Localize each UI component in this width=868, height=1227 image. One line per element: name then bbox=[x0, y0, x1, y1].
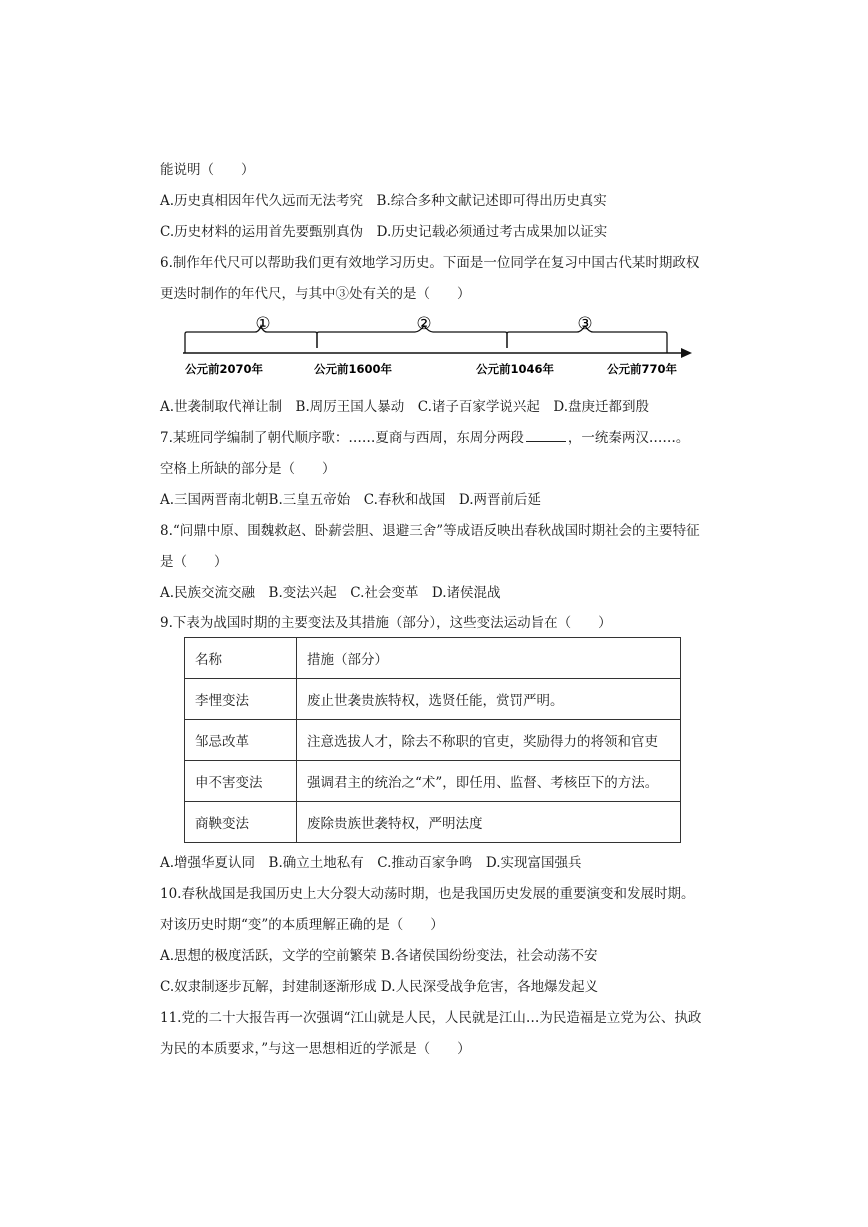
q7-options: A.三国两晋南北朝B.三皇五帝始 C.春秋和战国 D.两晋前后延 bbox=[160, 492, 542, 508]
timeline-date-2: 公元前1600年 bbox=[314, 362, 393, 376]
q7-blank bbox=[526, 429, 566, 442]
table-header-row bbox=[185, 638, 681, 679]
table-cell-measure: 强调君主的统治之“术”，即任用、监督、考核臣下的方法。 bbox=[297, 761, 681, 802]
q6-options: A.世袭制取代禅让制 B.周厉王国人暴动 C.诸子百家学说兴起 D.盘庚迁都到殷 bbox=[160, 399, 650, 415]
q10-option-ab: A.思想的极度活跃，文学的空前繁荣 B.各诸侯国纷纷变法，社会动荡不安 bbox=[160, 948, 598, 964]
q8-options: A.民族交流交融 B.变法兴起 C.社会变革 D.诸侯混战 bbox=[160, 585, 501, 601]
table-cell-name: 邹忌改革 bbox=[185, 720, 297, 761]
q7-stem-after: ，一统秦两汉……。 bbox=[567, 430, 690, 446]
q10-option-cd: C.奴隶制逐步瓦解，封建制逐渐形成 D.人民深受战争危害，各地爆发起义 bbox=[160, 979, 599, 995]
q7-stem-before: 7.某班同学编制了朝代顺序歌：……夏商与西周，东周分两段 bbox=[160, 430, 524, 446]
table-row bbox=[185, 802, 681, 843]
table-header-name: 名称 bbox=[185, 638, 297, 679]
table-row bbox=[185, 761, 681, 802]
timeline-arrow bbox=[681, 348, 692, 358]
q5-option-ab: A.历史真相因年代久远而无法考究 B.综合多种文献记述即可得出历史真实 bbox=[160, 193, 607, 209]
q5-stem-tail: 能说明（ ） bbox=[160, 162, 255, 178]
q10-stem-line-1: 10.春秋战国是我国历史上大分裂大动荡时期，也是我国历史发展的重要演变和发展时期。 bbox=[160, 886, 695, 902]
table-header-measures: 措施（部分） bbox=[297, 638, 681, 679]
table-row bbox=[185, 720, 681, 761]
q6-stem-line-2: 更迭时制作的年代尺，与其中③处有关的是（ ） bbox=[160, 286, 471, 302]
table-row bbox=[185, 679, 681, 720]
q7-stem-line-2: 空格上所缺的部分是（ ） bbox=[160, 461, 336, 477]
q7-stem-line-1 bbox=[160, 429, 689, 447]
timeline-date-4: 公元前770年 bbox=[607, 362, 678, 376]
q10-stem-line-2: 对该历史时期“变”的本质理解正确的是（ ） bbox=[160, 917, 444, 933]
q9-reform-table bbox=[184, 637, 681, 843]
q9-options: A.增强华夏认同 B.确立土地私有 C.推动百家争鸣 D.实现富国强兵 bbox=[160, 855, 582, 871]
q8-stem-line-1: 8.“问鼎中原、围魏救赵、卧薪尝胆、退避三舍”等成语反映出春秋战国时期社会的主要特征 bbox=[160, 523, 700, 539]
timeline-date-1: 公元前2070年 bbox=[185, 362, 264, 376]
brace-2 bbox=[317, 326, 507, 348]
brace-1 bbox=[185, 326, 317, 348]
table-cell-name: 申不害变法 bbox=[185, 761, 297, 802]
table-cell-name: 李悝变法 bbox=[185, 679, 297, 720]
q9-stem: 9.下表为战国时期的主要变法及其措施（部分），这些变法运动旨在（ ） bbox=[160, 615, 612, 631]
q11-stem-line-2: 为民的本质要求，”与这一思想相近的学派是（ ） bbox=[160, 1041, 471, 1057]
q8-stem-line-2: 是（ ） bbox=[160, 554, 228, 570]
timeline-segment-2: ② bbox=[416, 314, 432, 334]
timeline-segment-3: ③ bbox=[577, 314, 593, 334]
table-cell-measure: 注意选拔人才，除去不称职的官吏，奖励得力的将领和官吏 bbox=[297, 720, 681, 761]
timeline-segment-1: ① bbox=[255, 314, 271, 334]
timeline-chart bbox=[175, 312, 705, 382]
q5-option-cd: C.历史材料的运用首先要甄别真伪 D.历史记载必须通过考古成果加以证实 bbox=[160, 224, 608, 240]
table-cell-measure: 废止世袭贵族特权，选贤任能，赏罚严明。 bbox=[297, 679, 681, 720]
table-cell-measure: 废除贵族世袭特权，严明法度 bbox=[297, 802, 681, 843]
q6-stem-line-1: 6.制作年代尺可以帮助我们更有效地学习历史。下面是一位同学在复习中国古代某时期政权 bbox=[160, 255, 700, 271]
table-cell-name: 商鞅变法 bbox=[185, 802, 297, 843]
timeline-date-3: 公元前1046年 bbox=[476, 362, 555, 376]
q11-stem-line-1: 11.党的二十大报告再一次强调“江山就是人民，人民就是江山…为民造福是立党为公、执政 bbox=[160, 1010, 702, 1026]
